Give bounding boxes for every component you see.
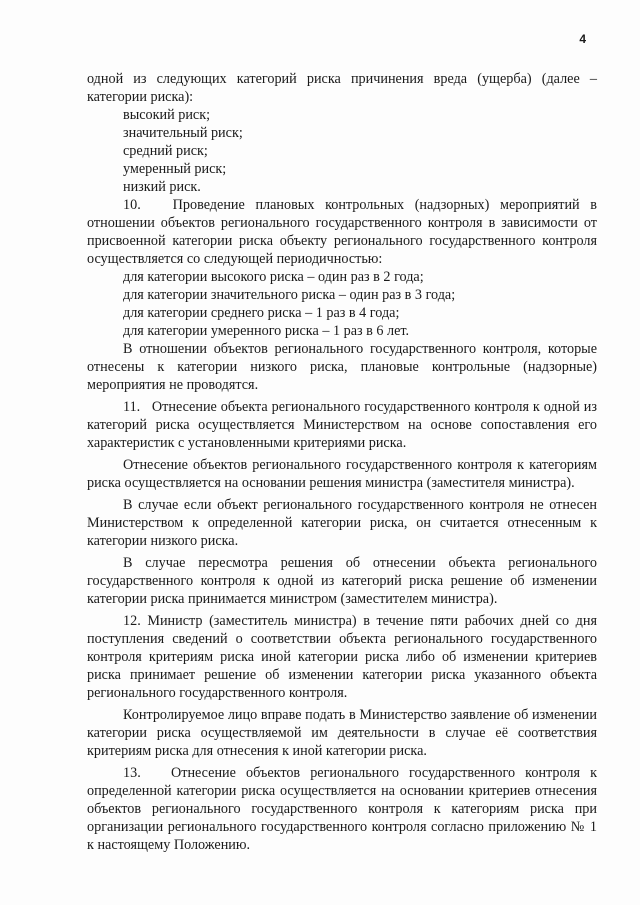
list-item-category: умеренный риск; (123, 161, 227, 177)
paragraph-11: 11. Отнесение объекта регионального государственного контроля к одной из категорий риска осуществляется Министерством на основе сопоставления его характеристик с установленными критериями риска. (87, 399, 597, 451)
paragraph-12: 12. Министр (заместитель министра) в течение пяти рабочих дней со дня поступления сведений о соответствии объекта регионального государственного контроля критериям риска иной категории риска либо об изменении критериев риска принимает решение об изменении категории риска указанного объекта регионального государственного контроля. (87, 613, 597, 701)
list-item-periodicity: для категории среднего риска – 1 раз в 4 года; (123, 305, 400, 321)
paragraph-13: 13. Отнесение объектов регионального государственного контроля к определенной категории риска осуществляется на основании критериев отнесения объектов регионального государственного контроля к категориям риска при организации регионального государственного контроля согласно приложению № 1 к настоящему Положению. (87, 765, 597, 853)
page-number: 4 (579, 32, 586, 46)
document-body (87, 70, 597, 854)
list-item-periodicity: для категории высокого риска – один раз в 2 года; (123, 269, 424, 285)
paragraph-10-low-risk: В отношении объектов регионального государственного контроля, которые отнесены к категории низкого риска, плановые контрольные (надзорные) мероприятия не проводятся. (87, 341, 597, 393)
list-item-category: средний риск; (123, 143, 208, 159)
list-item-periodicity: для категории значительного риска – один раз в 3 года; (123, 287, 456, 303)
paragraph-11-review: В случае пересмотра решения об отнесении объекта регионального государственного контроля к одной из категорий риска решение об изменении категории риска принимается министром (заместителем министра). (87, 555, 597, 607)
paragraph-12-controlled: Контролируемое лицо вправе подать в Министерство заявление об изменении категории риска осуществляемой им деятельности в случае её соответствия критериям риска для отнесения к иной категории риска. (87, 707, 597, 759)
list-item-category: низкий риск. (123, 179, 201, 195)
list-item-category: значительный риск; (123, 125, 243, 141)
paragraph-10: 10. Проведение плановых контрольных (надзорных) мероприятий в отношении объектов регионального государственного контроля в зависимости от присвоенной категории риска объекту регионального государственного контроля осуществляется со следующей периодичностью: (87, 197, 597, 267)
paragraph-11-default: В случае если объект регионального государственного контроля не отнесен Министерством к определенной категории риска, он считается отнесенным к категории низкого риска. (87, 497, 597, 549)
list-item-category: высокий риск; (123, 107, 211, 123)
paragraph-intro: одной из следующих категорий риска причинения вреда (ущерба) (далее – категории риска): (87, 71, 597, 105)
list-item-periodicity: для категории умеренного риска – 1 раз в 6 лет. (123, 323, 410, 339)
paragraph-11-decision: Отнесение объектов регионального государственного контроля к категориям риска осуществляется на основании решения министра (заместителя министра). (87, 457, 597, 491)
